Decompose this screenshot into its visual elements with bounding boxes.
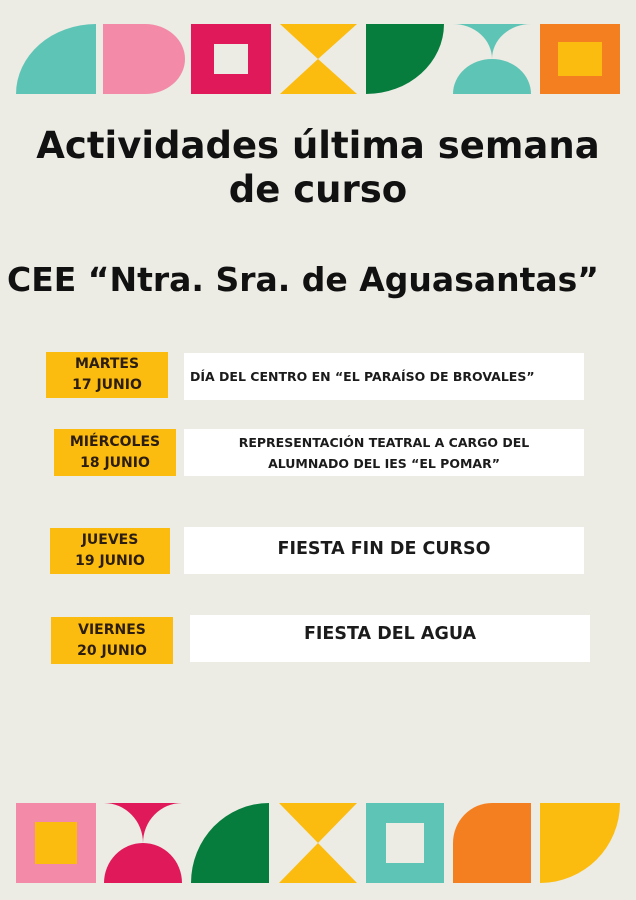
- title-line-1: Actividades última semana: [36, 124, 600, 167]
- event-activity-box: [184, 353, 584, 400]
- event-date-badge: [50, 528, 170, 574]
- event-date-badge: [46, 352, 168, 398]
- school-name: CEE “Ntra. Sra. de Aguasantas”: [7, 260, 599, 299]
- event-date-badge: [51, 617, 173, 664]
- event-activity-line: ALUMNADO DEL IES “EL POMAR”: [268, 455, 500, 471]
- orange-arch-shape: [453, 803, 531, 883]
- teal-quarter-circle-shape: [16, 24, 96, 94]
- teal-bowtie-shape: [453, 24, 531, 59]
- event-activity-line: REPRESENTACIÓN TEATRAL A CARGO DEL: [238, 434, 530, 450]
- yellow-hourglass-shape: [279, 803, 357, 883]
- event-date: 17 JUNIO: [72, 377, 142, 393]
- yellow-hourglass-shape: [280, 24, 357, 94]
- title-line-2: de curso: [228, 168, 408, 211]
- event-date: 18 JUNIO: [80, 454, 150, 471]
- event-day: MARTES: [74, 356, 140, 372]
- bottom-decorative-band: [0, 803, 636, 887]
- event-activity-line: DÍA DEL CENTRO EN “EL PARAÍSO DE BROVALES”: [190, 369, 535, 384]
- event-activity-box: [184, 429, 584, 476]
- pink-arch-shape: [103, 24, 185, 94]
- event-date: 19 JUNIO: [75, 553, 145, 569]
- page-title: [0, 124, 636, 212]
- event-day: MIÉRCOLES: [69, 433, 161, 450]
- event-day: JUEVES: [81, 532, 139, 548]
- event-activity-box: [190, 615, 590, 662]
- top-decorative-band: [0, 12, 636, 96]
- event-date-badge: [54, 429, 176, 476]
- event-date: 20 JUNIO: [77, 642, 147, 659]
- crimson-bowtie-shape: [104, 803, 182, 843]
- event-activity-line: FIESTA DEL AGUA: [303, 623, 477, 644]
- event-activity-box: [184, 527, 584, 574]
- green-leaf-shape: [366, 24, 444, 94]
- yellow-leaf-shape: [540, 803, 620, 883]
- green-quarter-circle-shape: [191, 803, 269, 883]
- event-activity-line: FIESTA FIN DE CURSO: [277, 538, 491, 559]
- event-day: VIERNES: [78, 621, 146, 638]
